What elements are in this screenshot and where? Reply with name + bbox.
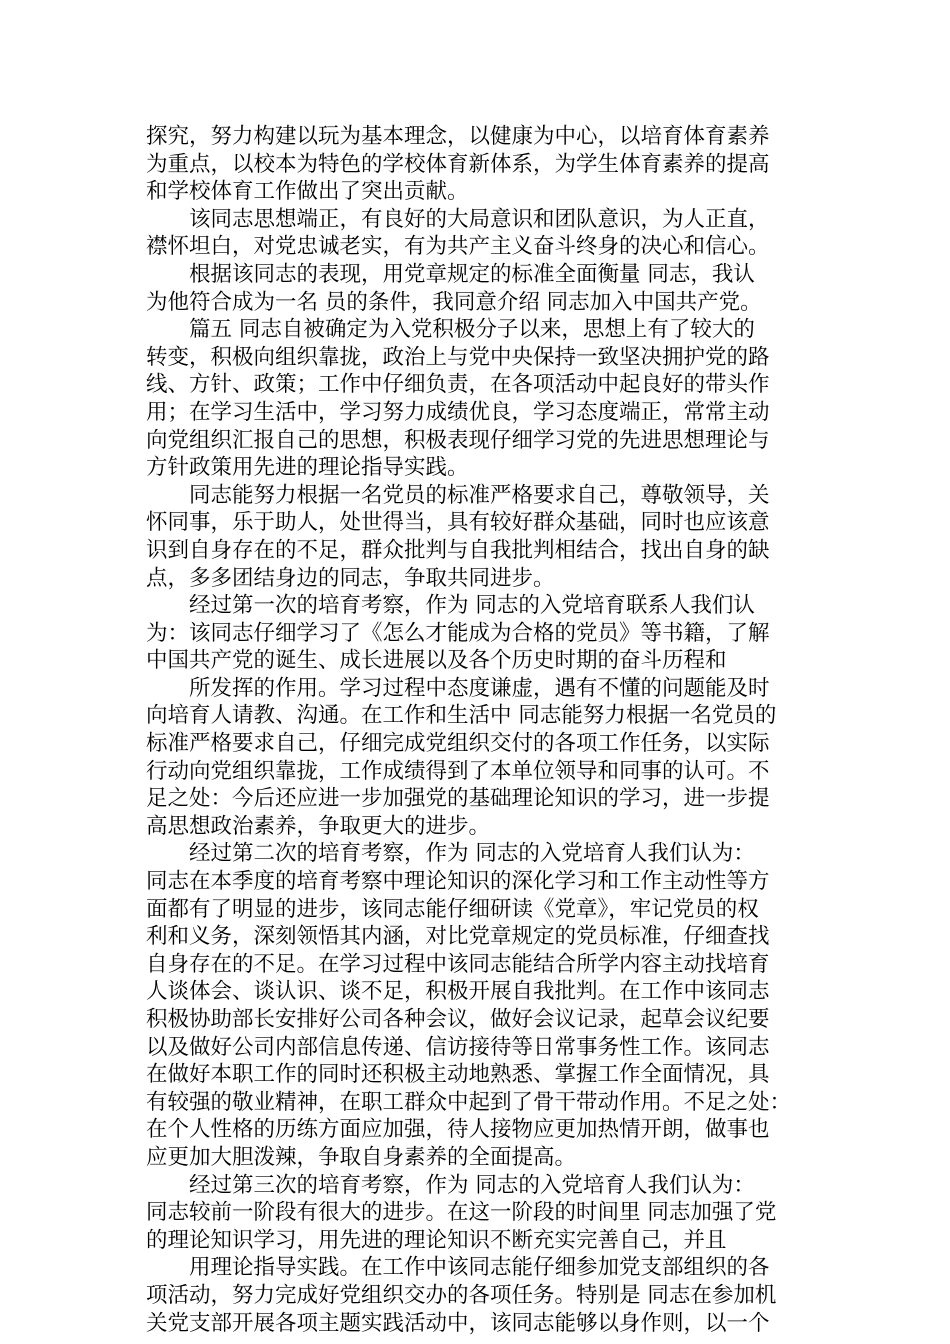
text-line: 用；在学习生活中，学习努力成绩优良，学习态度端正，常常主动 <box>146 399 770 425</box>
text-line: 为他符合成为一名 员的条件，我同意介绍 同志加入中国共产党。 <box>146 289 762 315</box>
text-line: 点，多多团结身边的同志，争取共同进步。 <box>146 565 555 591</box>
text-line: 以及做好公司内部信息传递、信访接待等日常事务性工作。该同志 <box>146 1034 770 1060</box>
text-line: 识到自身存在的不足，群众批判与自我批判相结合，找出自身的缺 <box>146 537 770 563</box>
text-line: 应更加大胆泼辣，争取自身素养的全面提高。 <box>146 1144 577 1170</box>
text-line: 项活动，努力完成好党组织交办的各项任务。特别是 同志在参加机 <box>146 1282 777 1308</box>
text-line: 和学校体育工作做出了突出贡献。 <box>146 179 469 205</box>
text-line: 该同志思想端正，有良好的大局意识和团队意识，为人正直， <box>146 206 770 232</box>
body-text <box>146 123 806 1337</box>
text-line: 高思想政治素养，争取更大的进步。 <box>146 813 491 839</box>
text-line: 同志在本季度的培育考察中理论知识的深化学习和工作主动性等方 <box>146 869 770 895</box>
text-line: 线、方针、政策；工作中仔细负责，在各项活动中起良好的带头作 <box>146 372 770 398</box>
text-line: 同志较前一阶段有很大的进步。在这一阶段的时间里 同志加强了党 <box>146 1200 777 1226</box>
text-line: 利和义务，深刻领悟其内涵，对比党章规定的党员标准，仔细查找 <box>146 924 770 950</box>
text-line: 人谈体会、谈认识、谈不足，积极开展自我批判。在工作中该同志 <box>146 979 770 1005</box>
text-line: 的理论知识学习，用先进的理论知识不断充实完善自己，并且 <box>146 1227 727 1253</box>
text-line: 为：该同志仔细学习了《怎么才能成为合格的党员》等书籍，了解 <box>146 620 770 646</box>
text-line: 经过第三次的培育考察，作为 同志的入党培育人我们认为： <box>146 1172 755 1198</box>
text-line: 在个人性格的历练方面应加强，待人接物应更加热情开朗，做事也 <box>146 1117 770 1143</box>
text-line: 同志能努力根据一名党员的标准严格要求自己，尊敬领导，关 <box>146 482 770 508</box>
text-line: 在做好本职工作的同时还积极主动地熟悉、掌握工作全面情况，具 <box>146 1062 770 1088</box>
text-line: 所发挥的作用。学习过程中态度谦虚，遇有不懂的问题能及时 <box>146 675 770 701</box>
text-line: 向党组织汇报自己的思想，积极表现仔细学习党的先进思想理论与 <box>146 427 770 453</box>
text-line: 向培育人请教、沟通。在工作和生活中 同志能努力根据一名党员的 <box>146 703 777 729</box>
text-line: 转变，积极向组织靠拢，政治上与党中央保持一致坚决拥护党的路 <box>146 344 770 370</box>
text-line: 行动向党组织靠拢，工作成绩得到了本单位领导和同事的认可。不 <box>146 758 770 784</box>
text-line: 经过第一次的培育考察，作为 同志的入党培育联系人我们认 <box>146 593 755 619</box>
text-line: 怀同事，乐于助人，处世得当，具有较好群众基础，同时也应该意 <box>146 510 770 536</box>
text-line: 经过第二次的培育考察，作为 同志的入党培育人我们认为： <box>146 841 755 867</box>
text-line: 用理论指导实践。在工作中该同志能仔细参加党支部组织的各 <box>146 1255 770 1281</box>
text-line: 篇五 同志自被确定为入党积极分子以来，思想上有了较大的 <box>146 317 755 343</box>
text-line: 足之处：今后还应进一步加强党的基础理论知识的学习，进一步提 <box>146 786 770 812</box>
text-line: 探究，努力构建以玩为基本理念，以健康为中心，以培育体育素养 <box>146 124 770 149</box>
text-line: 积极协助部长安排好公司各种会议，做好会议记录，起草会议纪要 <box>146 1007 770 1032</box>
text-line: 为重点，以校本为特色的学校体育新体系，为学生体育素养的提高 <box>146 151 770 177</box>
text-line: 襟怀坦白，对党忠诚老实，有为共产主义奋斗终身的决心和信心。 <box>146 234 770 260</box>
text-line: 方针政策用先进的理论指导实践。 <box>146 455 469 481</box>
text-line: 面都有了明显的进步，该同志能仔细研读《党章》，牢记党员的权 <box>146 896 759 922</box>
text-line: 标准严格要求自己，仔细完成党组织交付的各项工作任务，以实际 <box>146 731 770 757</box>
text-line: 有较强的敬业精神，在职工群众中起到了骨干带动作用。不足之处： <box>146 1089 792 1115</box>
text-line: 自身存在的不足。在学习过程中该同志能结合所学内容主动找培育 <box>146 951 770 977</box>
text-line: 中国共产党的诞生、成长进展以及各个历史时期的奋斗历程和 <box>146 648 727 674</box>
text-line: 根据该同志的表现，用党章规定的标准全面衡量 同志，我认 <box>146 261 755 287</box>
text-line: 关党支部开展各项主题实践活动中，该同志能够以身作则，以一个 <box>146 1310 770 1336</box>
